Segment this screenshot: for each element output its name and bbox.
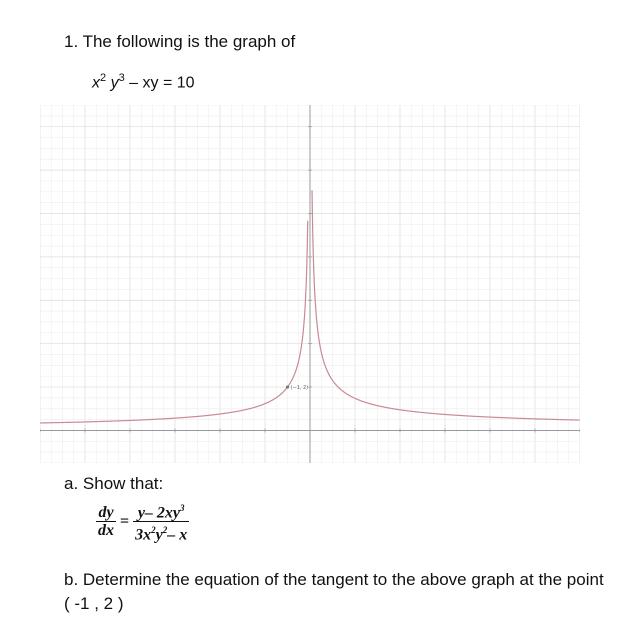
equation — [92, 72, 195, 92]
eq-exp-2: 2 — [100, 72, 107, 84]
lhs-numerator: dy — [96, 504, 116, 522]
part-a-label: a. Show that: — [64, 474, 164, 493]
curve-right-branch — [312, 190, 580, 420]
lhs-fraction — [96, 504, 116, 539]
rhs-fraction — [133, 500, 189, 544]
graph — [40, 105, 580, 463]
rhs-den-y: y — [155, 526, 163, 544]
eq-term-x: x — [92, 74, 100, 92]
derivative-expression — [96, 500, 189, 544]
eq-rest: – xy = 10 — [124, 74, 195, 92]
rhs-denominator — [133, 522, 189, 543]
eq-term-y: y — [106, 74, 119, 92]
eq-exp-3: 3 — [118, 72, 125, 84]
rhs-den-3x: 3x — [135, 526, 152, 544]
rhs-numerator-exp: 3 — [180, 503, 185, 513]
rhs-numerator — [133, 500, 189, 522]
rhs-den-exp2: 2 — [162, 525, 168, 536]
equals-sign: = — [120, 512, 130, 530]
rhs-den-exp1: 2 — [151, 525, 156, 536]
rhs-numerator-text: y– 2xy — [137, 504, 181, 522]
rhs-den-minus-x: – x — [167, 526, 188, 544]
question-title: 1. The following is the graph of — [64, 32, 296, 51]
graph-axes — [40, 105, 580, 463]
point-label: (−1, 2) — [290, 385, 309, 392]
part-b-text: b. Determine the equation of the tangent to the above graph at the point ( -1 , 2 ) — [64, 570, 604, 613]
lhs-denominator: dx — [98, 522, 114, 540]
point-marker — [286, 385, 289, 388]
